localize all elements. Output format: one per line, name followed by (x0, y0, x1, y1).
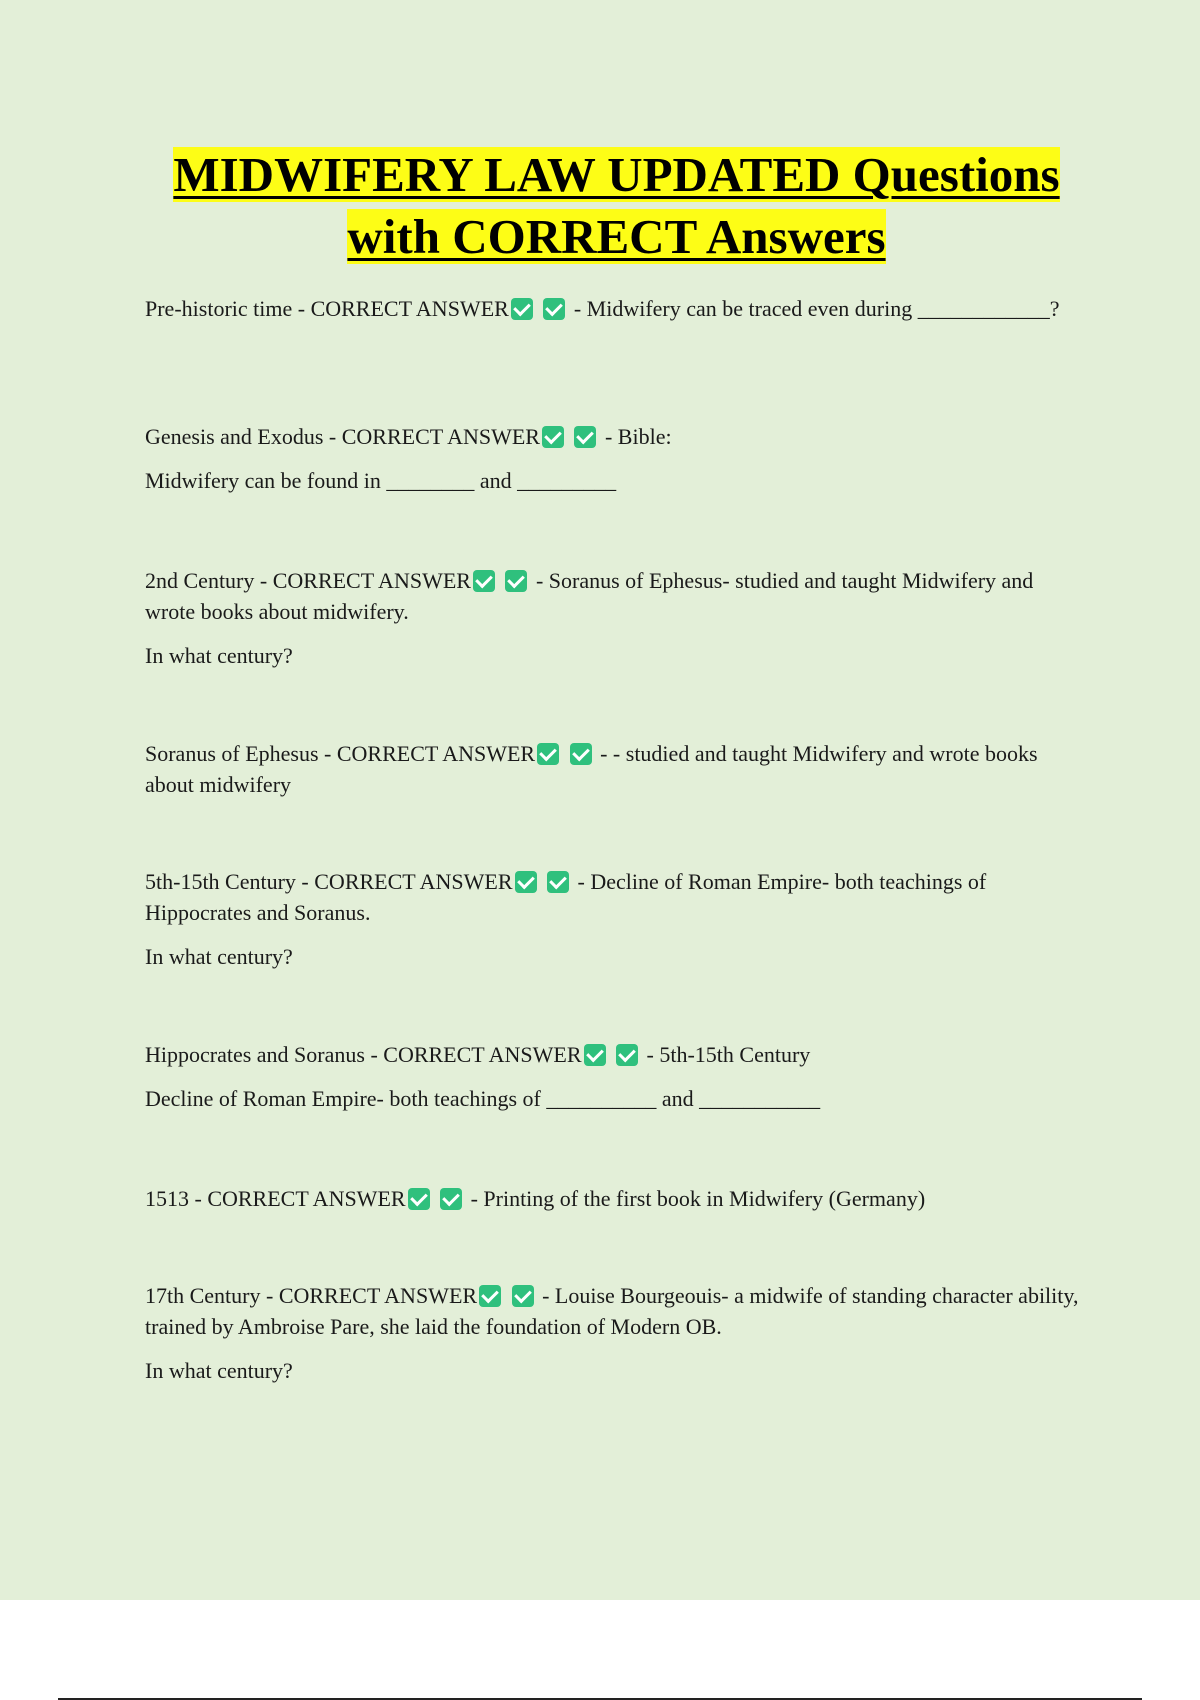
green-checkbox-icon (512, 1285, 534, 1307)
answer-text: 5th-15th Century - CORRECT ANSWER (145, 869, 513, 894)
title-line-2: with CORRECT Answers (347, 209, 886, 264)
qa-item (145, 1280, 1085, 1386)
green-checkbox-icon (440, 1188, 462, 1210)
qa-item (145, 565, 1085, 671)
question-subline: In what century? (145, 1358, 293, 1383)
question-subline: In what century? (145, 643, 293, 668)
qa-line (145, 1280, 1085, 1342)
qa-item (145, 293, 1085, 324)
qa-line (145, 866, 1085, 928)
qa-item (145, 421, 1085, 496)
green-checkbox-icon (511, 298, 533, 320)
answer-text: Pre-historic time - CORRECT ANSWER (145, 296, 509, 321)
green-checkbox-icon (473, 570, 495, 592)
question-text: - Decline of Roman Empire- both teachings of Hippocrates and Soranus. (145, 869, 987, 925)
question-text: - 5th-15th Century (641, 1042, 811, 1067)
green-checkbox-icon (616, 1044, 638, 1066)
green-checkbox-icon (408, 1188, 430, 1210)
question-text: - Soranus of Ephesus- studied and taught Midwifery and wrote books about midwifery. (145, 568, 1034, 624)
question-subline: Midwifery can be found in ________ and _________ (145, 468, 617, 493)
green-checkbox-icon (515, 871, 537, 893)
qa-item (145, 866, 1085, 972)
qa-line (145, 421, 1085, 452)
green-checkbox-icon (505, 570, 527, 592)
qa-item (145, 1183, 1085, 1214)
answer-text: Genesis and Exodus - CORRECT ANSWER (145, 424, 540, 449)
title-line-1: MIDWIFERY LAW UPDATED Questions (173, 147, 1060, 202)
question-subline: Decline of Roman Empire- both teachings of __________ and ___________ (145, 1086, 821, 1111)
question-text: - Printing of the first book in Midwifery (Germany) (465, 1186, 926, 1211)
question-text: - - studied and taught Midwifery and wrote books about midwifery (145, 741, 1038, 797)
green-checkbox-icon (479, 1285, 501, 1307)
answer-text: 17th Century - CORRECT ANSWER (145, 1283, 478, 1308)
qa-line (145, 293, 1085, 324)
green-checkbox-icon (542, 426, 564, 448)
question-text: - Midwifery can be traced even during ____________? (568, 296, 1060, 321)
green-checkbox-icon (574, 426, 596, 448)
answer-text: Hippocrates and Soranus - CORRECT ANSWER (145, 1042, 582, 1067)
document-title (0, 144, 1200, 268)
question-text: - Bible: (599, 424, 672, 449)
green-checkbox-icon (543, 298, 565, 320)
answer-text: 1513 - CORRECT ANSWER (145, 1186, 406, 1211)
green-checkbox-icon (537, 743, 559, 765)
qa-item (145, 1039, 1085, 1114)
qa-line (145, 1039, 1085, 1070)
qa-line (145, 1183, 1085, 1214)
question-text: - Louise Bourgeouis- a midwife of standing character ability, trained by Ambroise Pare, she laid the foundation of Modern OB. (145, 1283, 1079, 1339)
qa-item (145, 738, 1085, 800)
green-checkbox-icon (584, 1044, 606, 1066)
answer-text: Soranus of Ephesus - CORRECT ANSWER (145, 741, 536, 766)
qa-line (145, 738, 1085, 800)
question-subline: In what century? (145, 944, 293, 969)
qa-line (145, 565, 1085, 627)
answer-text: 2nd Century - CORRECT ANSWER (145, 568, 471, 593)
green-checkbox-icon (547, 871, 569, 893)
green-checkbox-icon (570, 743, 592, 765)
